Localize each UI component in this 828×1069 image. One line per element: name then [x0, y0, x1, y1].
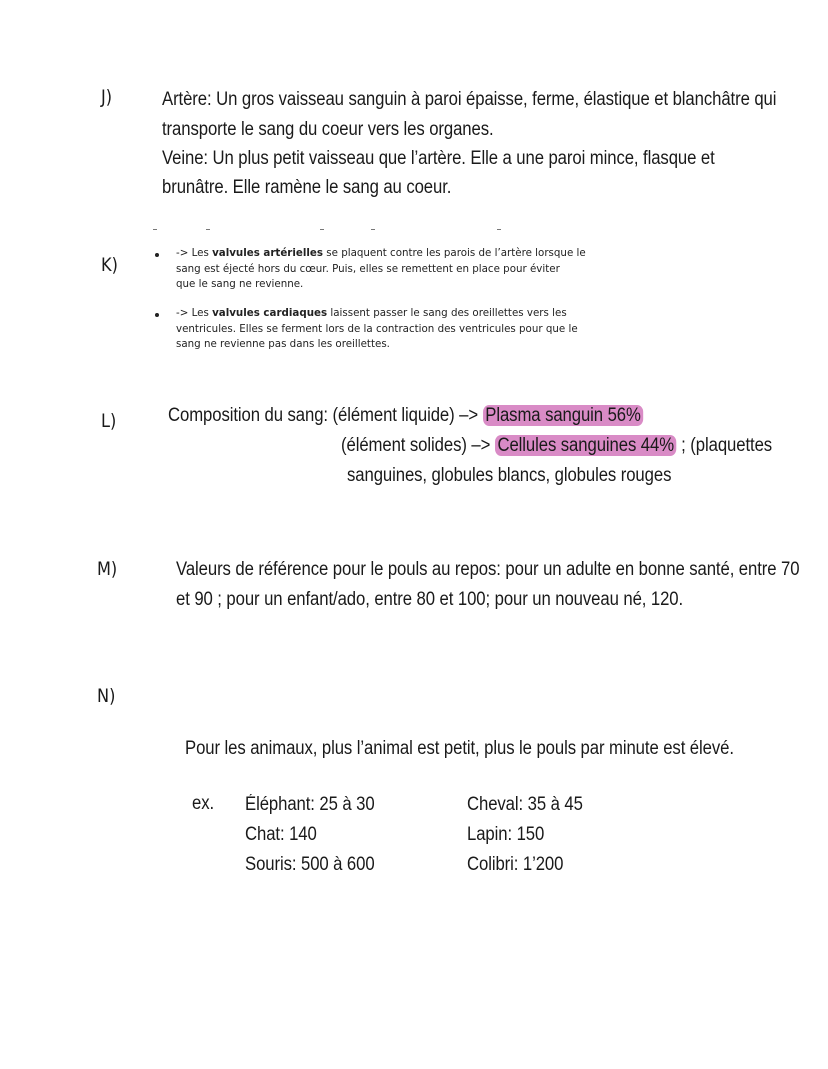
- section-n-intro: Pour les animaux, plus l’animal est petit, plus le pouls par minute est élevé.: [185, 738, 734, 759]
- section-l-line-1: Composition du sang: (élément liquide) –> Plasma sanguin 56%: [168, 405, 643, 427]
- animal-souris: Souris: 500 à 600: [245, 854, 375, 875]
- animal-cheval: Cheval: 35 à 45: [467, 794, 583, 815]
- section-j-line-3: Veine: Un plus petit vaisseau que l’artère. Elle a une paroi mince, flasque et: [162, 148, 715, 169]
- section-k-bullet-1: -> Les valvules artérielles se plaquent contre les parois de l’artère lorsque le sang est éjecté hors du cœur. Puis, elles se remettent en place pour éviter que le sang ne revienne.: [176, 247, 586, 290]
- animal-colibri: Colibri: 1’200: [467, 854, 564, 875]
- section-m-line-2: et 90 ; pour un enfant/ado, entre 80 et 100; pour un nouveau né, 120.: [176, 589, 684, 610]
- section-n-label: N): [97, 685, 116, 707]
- section-l-line-3: sanguines, globules blancs, globules rouges: [347, 465, 672, 486]
- bullet-dot: [155, 253, 159, 257]
- section-l-line-2: (élément solides) –> Cellules sanguines 44% ; (plaquettes: [341, 435, 773, 456]
- section-j-line-2: transporte le sang du coeur vers les organes.: [162, 119, 494, 140]
- section-m-label: M): [97, 558, 118, 580]
- bullet-dot: [155, 313, 159, 317]
- animal-lapin: Lapin: 150: [467, 824, 545, 845]
- section-k-bullet-2: -> Les valvules cardiaques laissent passer le sang des oreillettes vers les ventricules. Elles se ferment lors de la contraction des ventricules pour que le sang ne revienne pas dans les oreillettes.: [176, 307, 578, 350]
- section-j-line-4: brunâtre. Elle ramène le sang au coeur.: [162, 177, 452, 198]
- section-m-line-1: Valeurs de référence pour le pouls au repos: pour un adulte en bonne santé, entre 70: [176, 559, 800, 580]
- section-j-label: J): [101, 86, 113, 108]
- section-j-line-1: Artère: Un gros vaisseau sanguin à paroi épaisse, ferme, élastique et blanchâtre qui: [162, 89, 777, 110]
- section-l-label: L): [101, 410, 117, 432]
- section-k-label: K): [101, 254, 118, 276]
- highlight-plasma: Plasma sanguin 56%: [483, 405, 644, 426]
- animal-elephant: Éléphant: 25 à 30: [245, 794, 375, 815]
- highlight-cellules: Cellules sanguines 44%: [495, 435, 677, 456]
- example-label: ex.: [192, 793, 215, 814]
- animal-chat: Chat: 140: [245, 824, 317, 845]
